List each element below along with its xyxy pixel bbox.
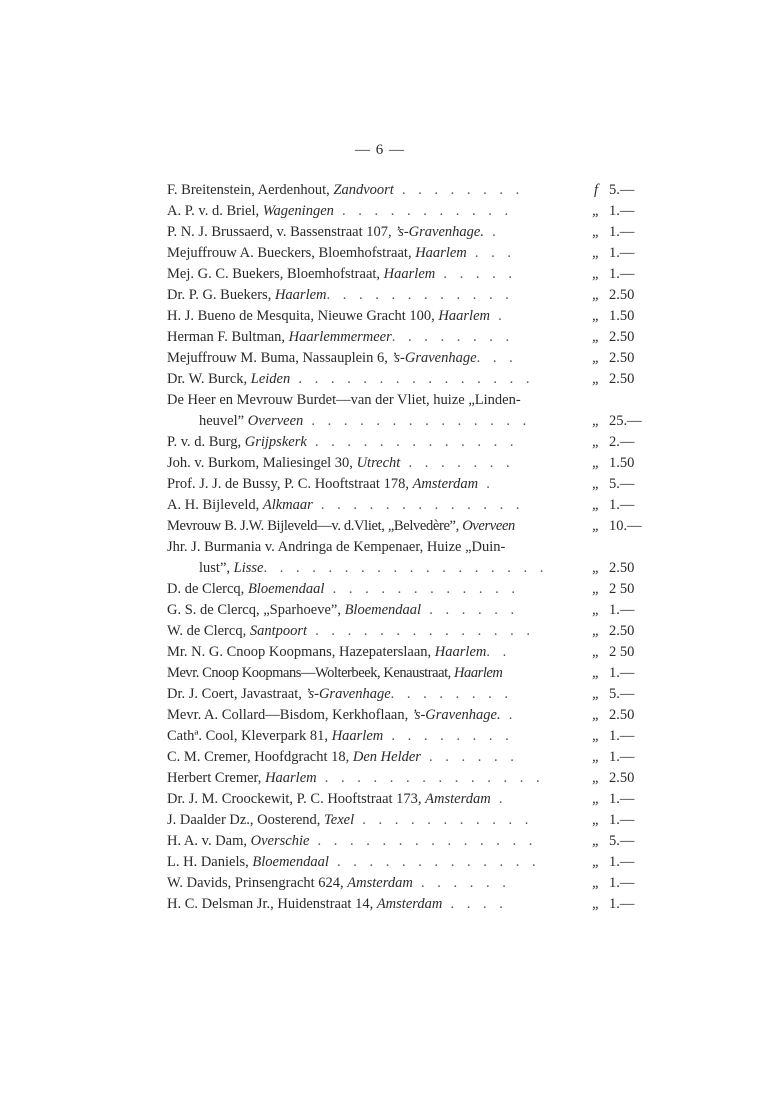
list-item: C. M. Cremer, Hoofdgracht 18, Den Helder . . . . . . „ 1.—	[167, 749, 635, 765]
list-item: Dr. J. Coert, Javastraat, ’s-Gravenhage. . . . . . . . „ 5.—	[167, 686, 635, 702]
list-item: P. v. d. Burg, Grijpskerk . . . . . . . . . . . . . „ 2.—	[167, 434, 635, 450]
list-item: P. N. J. Brussaerd, v. Bassenstraat 107, ’s-Gravenhage. . „ 1.—	[167, 224, 635, 240]
list-item: A. H. Bijleveld, Alkmaar . . . . . . . . . . . . . „ 1.—	[167, 497, 635, 513]
list-item: Dr. J. M. Croockewit, P. C. Hooftstraat 173, Amsterdam . „ 1.—	[167, 791, 635, 807]
list-item: H. C. Delsman Jr., Huidenstraat 14, Amsterdam . . . . „ 1.—	[167, 896, 635, 912]
list-item: Mevrouw B. J.W. Bijleveld—v. d.Vliet, „Belvedère”, Overveen „ 10.—	[167, 518, 642, 534]
list-item: Mejuffrouw A. Bueckers, Bloemhofstraat, Haarlem . . . „ 1.—	[167, 245, 635, 261]
list-item: Dr. P. G. Buekers, Haarlem. . . . . . . . . . . . „ 2.50	[167, 287, 635, 303]
list-item: H. J. Bueno de Mesquita, Nieuwe Gracht 100, Haarlem . „ 1.50	[167, 308, 635, 324]
list-item: W. de Clercq, Santpoort . . . . . . . . . . . . . . „ 2.50	[167, 623, 635, 639]
list-item-multiline: De Heer en Mevrouw Burdet—van der Vliet, huize „Linden- heuvel” Overveen . . . . . . . . . . . . . . „ 25.—	[167, 392, 642, 429]
list-item: L. H. Daniels, Bloemendaal . . . . . . . . . . . . . „ 1.—	[167, 854, 635, 870]
list-item: Mevr. Cnoop Koopmans—Wolterbeek, Kenaustraat, Haarlem „ 1.—	[167, 665, 635, 681]
list-item: J. Daalder Dz., Oosterend, Texel . . . . . . . . . . . „ 1.—	[167, 812, 635, 828]
list-item: Cathª. Cool, Kleverpark 81, Haarlem . . . . . . . . „ 1.—	[167, 728, 635, 744]
list-item: W. Davids, Prinsengracht 624, Amsterdam . . . . . . „ 1.—	[167, 875, 635, 891]
list-item: H. A. v. Dam, Overschie . . . . . . . . . . . . . . „ 5.—	[167, 833, 635, 849]
list-item: F. Breitenstein, Aerdenhout, Zandvoort . . . . . . . . f 5.—	[167, 182, 635, 198]
list-item: D. de Clercq, Bloemendaal . . . . . . . . . . . . „ 2 50	[167, 581, 635, 597]
list-item: Prof. J. J. de Bussy, P. C. Hooftstraat 178, Amsterdam . „ 5.—	[167, 476, 635, 492]
subscriber-list	[167, 180, 642, 915]
list-item: Herbert Cremer, Haarlem . . . . . . . . . . . . . . „ 2.50	[167, 770, 635, 786]
list-item: A. P. v. d. Briel, Wageningen . . . . . . . . . . . „ 1.—	[167, 203, 635, 219]
list-item: Herman F. Bultman, Haarlemmermeer. . . . . . . . „ 2.50	[167, 329, 635, 345]
list-item: Mejuffrouw M. Buma, Nassauplein 6, ’s-Gravenhage. . . „ 2.50	[167, 350, 635, 366]
list-item-multiline: Jhr. J. Burmania v. Andringa de Kempenaer, Huize „Duin- lust”, Lisse. . . . . . . . . . . . . . . . . . „ 2.50	[167, 539, 635, 576]
list-item: Mr. N. G. Cnoop Koopmans, Hazepaterslaan, Haarlem. . „ 2 50	[167, 644, 635, 660]
list-item: Dr. W. Burck, Leiden . . . . . . . . . . . . . . . „ 2.50	[167, 371, 635, 387]
list-item: Mevr. A. Collard—Bisdom, Kerkhoflaan, ’s-Gravenhage. . „ 2.50	[167, 707, 635, 723]
list-item: Joh. v. Burkom, Maliesingel 30, Utrecht . . . . . . . „ 1.50	[167, 455, 635, 471]
list-item: Mej. G. C. Buekers, Bloemhofstraat, Haarlem . . . . . „ 1.—	[167, 266, 635, 282]
page-number: — 6 —	[355, 142, 405, 158]
list-item: G. S. de Clercq, „Sparhoeve”, Bloemendaal . . . . . . „ 1.—	[167, 602, 635, 618]
